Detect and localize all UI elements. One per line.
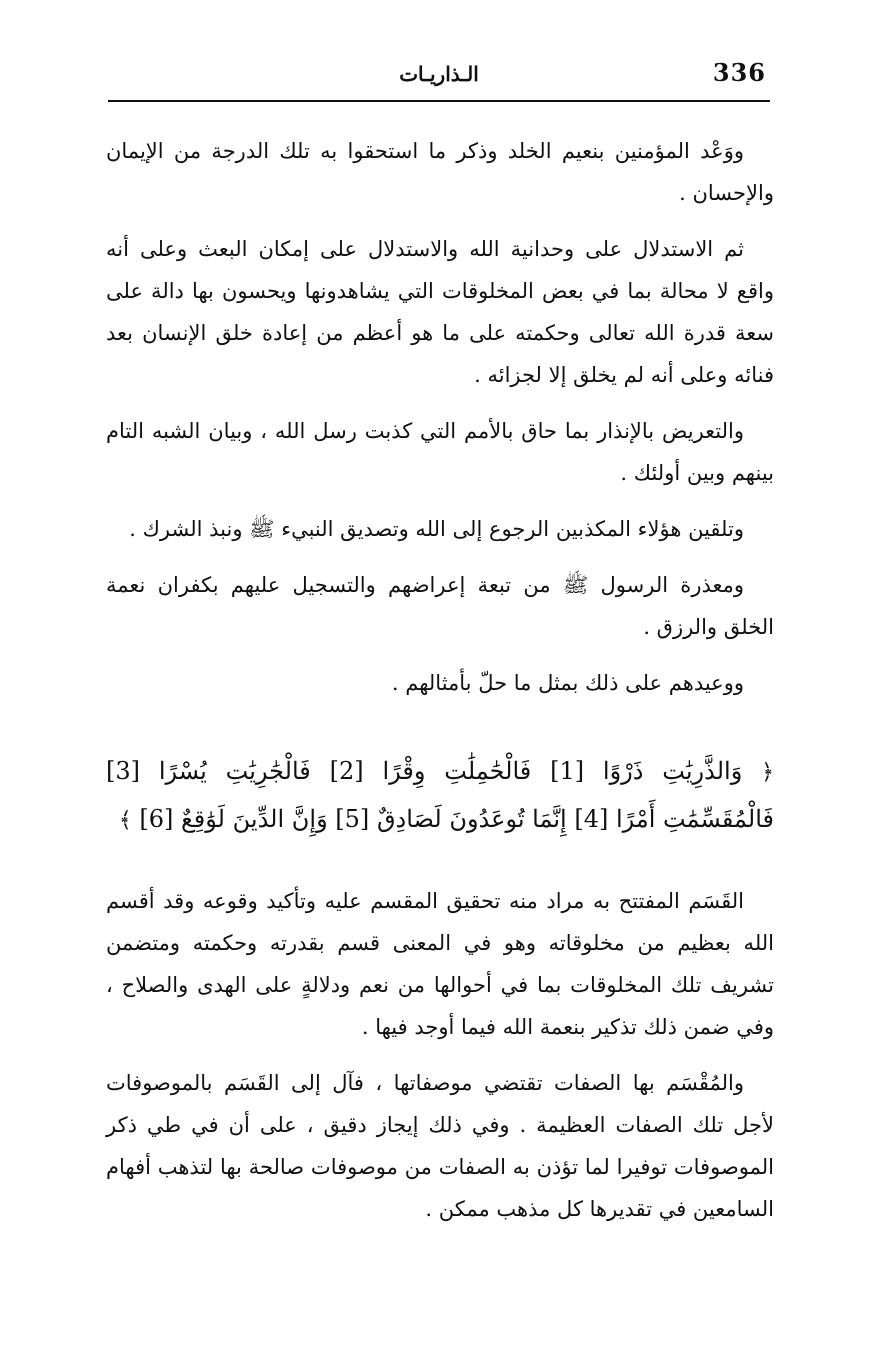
verse-text-5: إِنَّمَا تُوعَدُونَ لَصَادِقٌ bbox=[376, 805, 567, 833]
page-number: 336 bbox=[712, 58, 766, 87]
intro-paragraph-3: والتعريض بالإنذار بما حاق بالأمم التي كذبت رسل الله ، وبيان الشبه التام بينهم وبين أولئك . bbox=[106, 419, 774, 485]
intro-paragraph-1: ووَعْد المؤمنين بنعيم الخلد وذكر ما استحقوا به تلك الدرجة من الإيمان والإحسان . bbox=[106, 139, 774, 205]
verse-number-3: [3] bbox=[106, 757, 140, 785]
quran-verse-block bbox=[106, 748, 774, 844]
surah-name: الـذاريـات bbox=[399, 62, 479, 86]
verse-text-6: وَإِنَّ الدِّينَ لَوَٰقِعٌ bbox=[181, 805, 328, 833]
verse-text-2: فَالْحَٰمِلَٰتِ وِقْرًا bbox=[382, 757, 532, 785]
verse-close-bracket: ﴾ bbox=[118, 808, 132, 833]
intro-paragraph-6: ووعيدهم على ذلك بمثل ما حلّ بأمثالهم . bbox=[391, 671, 744, 695]
page-content bbox=[106, 130, 774, 1244]
verse-number-5: [5] bbox=[335, 805, 370, 833]
verse-number-2: [2] bbox=[329, 757, 364, 785]
verse-text-1: وَالذَّرِيَٰتِ ذَرْوًا bbox=[602, 757, 743, 785]
commentary-paragraph-2: والمُقْسَم بها الصفات تقتضي موصفاتها ، فآل إلى القَسَم بالموصوفات لأجل تلك الصفات العظيمة . وفي ذلك إيجاز دقيق ، على أن في طي ذكر الموصوفات توفيرا لما تؤذن به الصفات من موصوفات صالحة بها لتذهب أفهام السامعين في تقديرها كل مذهب ممكن . bbox=[106, 1071, 774, 1221]
intro-paragraph-2: ثم الاستدلال على وحدانية الله والاستدلال على إمكان البعث وعلى أنه واقع لا محالة بما في بعض المخلوقات التي يشاهدونها ويحسون بها دالة على سعة قدرة الله تعالى وحكمته على ما هو أعظم من إعادة خلق الإنسان بعد فنائه وعلى أنه لم يخلق إلا لجزائه . bbox=[106, 237, 774, 387]
verse-number-4: [4] bbox=[574, 805, 609, 833]
verse-text-4: فَالْمُقَسِّمَٰتِ أَمْرًا bbox=[615, 805, 774, 833]
commentary-paragraph-1: القَسَم المفتتح به مراد منه تحقيق المقسم عليه وتأكيد وقوعه وقد أقسم الله بعظيم من مخلوقاته وهو في المعنى قسم بقدرته وحكمته ومتضمن تشريف تلك المخلوقات بما في أحوالها من نعم ودلالةٍ على الهدى والصلاح ، وفي ضمن ذلك تذكير بنعمة الله فيما أوجد فيها . bbox=[106, 889, 774, 1039]
page-header bbox=[108, 56, 770, 102]
verse-open-bracket: ﴿ bbox=[761, 760, 775, 785]
intro-paragraph-4: وتلقين هؤلاء المكذبين الرجوع إلى الله وتصديق النبيء ﷺ ونبذ الشرك . bbox=[129, 517, 744, 541]
verse-number-6: [6] bbox=[139, 805, 174, 833]
verse-text-3: فَالْجَٰرِيَٰتِ يُسْرًا bbox=[158, 757, 311, 785]
verse-number-1: [1] bbox=[550, 757, 585, 785]
intro-paragraph-5: ومعذرة الرسول ﷺ من تبعة إعراضهم والتسجيل عليهم بكفران نعمة الخلق والرزق . bbox=[106, 573, 774, 639]
